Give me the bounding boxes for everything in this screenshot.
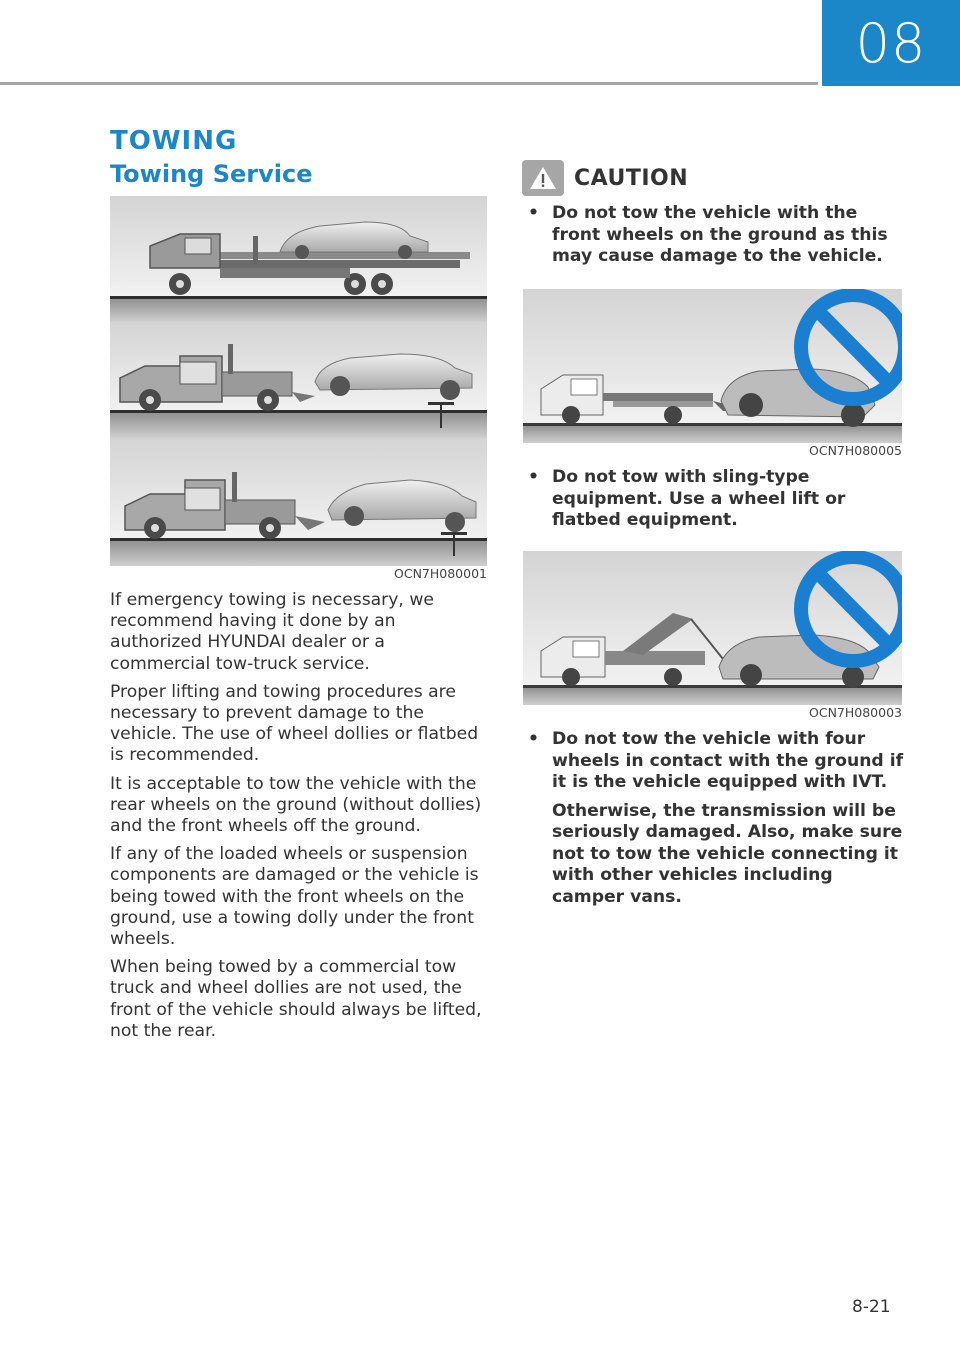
body-text	[110, 590, 490, 1049]
caution-figure-sling	[523, 551, 902, 705]
warning-triangle-icon	[522, 160, 564, 196]
caution-text: Do not tow with sling-type equipment. Use a wheel lift or flatbed equipment.	[552, 467, 846, 530]
caution-item	[528, 467, 904, 539]
caution-item	[528, 203, 904, 275]
body-paragraph: When being towed by a commercial tow truck and wheel dollies are not used, the front of the vehicle should always be lifted, not the rear.	[110, 957, 482, 1041]
caution-header	[522, 160, 688, 196]
towing-methods-figure	[110, 196, 487, 566]
bullet-dot: •	[528, 729, 539, 749]
caution-figure-front-wheels	[523, 289, 902, 443]
chapter-tab: 08	[822, 0, 960, 86]
towing-methods-illustration	[110, 196, 487, 566]
main-figure-caption: OCN7H080001	[394, 566, 487, 581]
body-paragraph: If any of the loaded wheels or suspension components are damaged or the vehicle is being towed with the front wheels on the ground, use a towing dolly under the front wheels.	[110, 844, 479, 950]
wheel-lift-panel	[110, 322, 487, 438]
bullet-dot: •	[528, 467, 539, 487]
body-paragraph: It is acceptable to tow the vehicle with the rear wheels on the ground (without dollies) and the front wheels off the ground.	[110, 773, 482, 837]
header-rule	[0, 82, 818, 85]
caution-item	[528, 729, 904, 915]
section-title: TOWING	[110, 126, 238, 156]
caution-figure2-caption: OCN7H080003	[809, 705, 902, 720]
page-number: 8-21	[852, 1297, 891, 1317]
flatbed-panel	[110, 196, 487, 322]
caution-text-continued: Otherwise, the transmission will be seriously damaged. Also, make sure not to tow the vehicle connecting it with other vehicles including camper vans.	[552, 800, 903, 907]
caution-text: Do not tow the vehicle with four wheels in contact with the ground if it is the vehicle equipped with IVT.	[552, 729, 904, 792]
caution-text: Do not tow the vehicle with the front wheels on the ground as this may cause damage to the vehicle.	[552, 203, 888, 266]
caution-figure1-caption: OCN7H080005	[809, 443, 902, 458]
body-paragraph: If emergency towing is necessary, we recommend having it done by an authorized HYUNDAI dealer or a commercial tow-truck service.	[110, 590, 434, 674]
bullet-dot: •	[528, 203, 539, 223]
subsection-title: Towing Service	[110, 160, 313, 188]
body-paragraph: Proper lifting and towing procedures are necessary to prevent damage to the vehicle. The use of wheel dollies or flatbed is recommended.	[110, 681, 479, 766]
caution-label: CAUTION	[574, 165, 689, 191]
dolly-panel	[110, 438, 487, 566]
